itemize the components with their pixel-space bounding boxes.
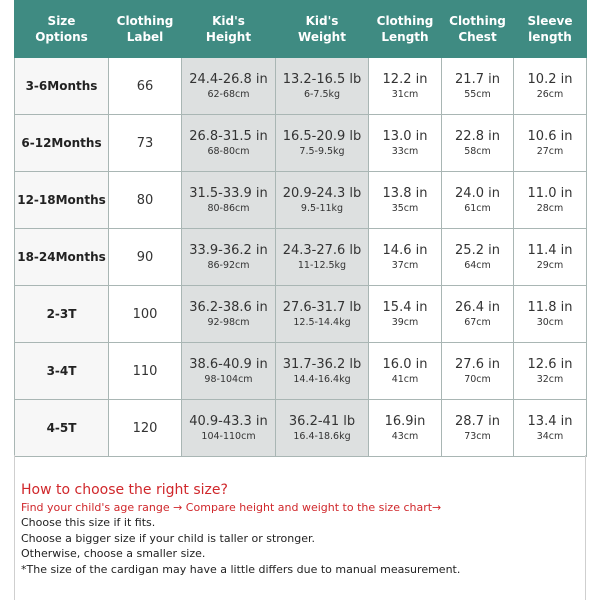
clothing-label-cell: 110 [109,343,182,400]
length-cell-cm: 37cm [391,259,419,271]
table-row [15,400,587,457]
size-option-cell: 4-5T [15,400,109,457]
height-cell [182,58,276,115]
length-cell-in: 15.4 in [382,299,428,315]
clothing-label-cell: 120 [109,400,182,457]
weight-cell-cm: 6-7.5kg [303,88,341,100]
size-option-cell: 18-24Months [15,229,109,286]
header-text: length [528,30,572,44]
height-cell-cm: 98-104cm [204,373,253,385]
height-cell-in: 26.8-31.5 in [189,128,268,144]
weight-cell-in: 31.7-36.2 lb [282,356,362,372]
sleeve-cell [514,286,587,343]
header-text: Sleeve [527,14,573,28]
header-kids-weight [276,1,369,58]
clothing-label-cell: 73 [109,115,182,172]
header-text: Size [47,14,76,28]
height-cell-cm: 62-68cm [207,88,250,100]
header-text: Weight [298,30,346,44]
sleeve-cell-cm: 32cm [536,373,564,385]
chest-cell-cm: 64cm [464,259,491,271]
height-cell [182,172,276,229]
height-cell-cm: 92-98cm [207,316,250,328]
weight-cell-cm: 14.4-16.4kg [293,373,351,385]
header-text: Height [205,30,252,44]
chest-cell [442,229,514,286]
chest-cell-cm: 67cm [464,316,491,328]
sleeve-cell [514,343,587,400]
clothing-label-cell: 90 [109,229,182,286]
notes-line: Choose this size if it fits. [21,516,156,529]
notes-line: Choose a bigger size if your child is taller or stronger. [21,531,315,545]
weight-cell-cm: 11-12.5kg [297,259,347,271]
chest-cell [442,172,514,229]
weight-cell [276,286,369,343]
sleeve-cell-in: 11.8 in [527,299,573,315]
weight-cell [276,172,369,229]
size-guide-notes [14,455,586,600]
chest-cell-cm: 58cm [464,145,491,157]
chest-cell-cm: 70cm [464,373,491,385]
header-text: Options [35,30,88,44]
sleeve-cell [514,400,587,457]
size-option-cell: 6-12Months [15,115,109,172]
clothing-label-cell: 100 [109,286,182,343]
chest-cell-in: 27.6 in [455,356,500,372]
notes-disclaimer: *The size of the cardigan may have a little differs due to manual measurement. [21,562,461,576]
height-cell-in: 31.5-33.9 in [189,185,268,201]
header-clothing-length [369,1,442,58]
header-text: Clothing [449,14,506,28]
header-kids-height [182,1,276,58]
height-cell-cm: 80-86cm [207,202,250,214]
height-cell [182,343,276,400]
length-cell [369,115,442,172]
length-cell-cm: 41cm [391,373,419,385]
clothing-label-cell: 66 [109,58,182,115]
sleeve-cell-cm: 26cm [536,88,564,100]
length-cell [369,229,442,286]
chest-cell-in: 26.4 in [455,299,500,315]
weight-cell-in: 16.5-20.9 lb [282,128,362,144]
sleeve-cell [514,229,587,286]
length-cell-cm: 43cm [391,430,419,442]
weight-cell-in: 20.9-24.3 lb [282,185,362,201]
weight-cell [276,229,369,286]
header-text: Kid's [212,14,245,28]
length-cell [369,58,442,115]
length-cell-in: 16.9in [384,413,426,429]
length-cell-cm: 31cm [391,88,419,100]
length-cell-in: 12.2 in [382,71,428,87]
table-row [15,172,587,229]
chest-cell [442,400,514,457]
height-cell [182,286,276,343]
sleeve-cell [514,115,587,172]
header-size-options [15,1,109,58]
chest-cell-in: 22.8 in [455,128,500,144]
size-option-cell: 12-18Months [15,172,109,229]
sleeve-cell-in: 12.6 in [527,356,573,372]
chest-cell-cm: 73cm [464,430,491,442]
header-text: Length [381,30,429,44]
weight-cell-in: 27.6-31.7 lb [282,299,362,315]
weight-cell [276,58,369,115]
weight-cell-cm: 16.4-18.6kg [293,430,351,442]
sleeve-cell-in: 11.4 in [527,242,573,258]
header-text: Label [126,30,164,44]
height-cell [182,400,276,457]
length-cell [369,286,442,343]
chest-cell [442,343,514,400]
header-text: Kid's [305,14,339,28]
height-cell-in: 36.2-38.6 in [189,299,268,315]
table-row [15,115,587,172]
chest-cell [442,286,514,343]
length-cell-in: 13.8 in [382,185,428,201]
table-row [15,286,587,343]
weight-cell-cm: 7.5-9.5kg [299,145,345,157]
sleeve-cell-cm: 27cm [536,145,564,157]
length-cell [369,172,442,229]
table-row [15,343,587,400]
height-cell [182,229,276,286]
weight-cell [276,343,369,400]
chest-cell-cm: 55cm [464,88,491,100]
chest-cell-in: 24.0 in [455,185,500,201]
chest-cell-in: 28.7 in [455,413,500,429]
height-cell-cm: 68-80cm [207,145,250,157]
weight-cell [276,115,369,172]
chest-cell-in: 21.7 in [455,71,500,87]
length-cell-cm: 39cm [391,316,419,328]
weight-cell-cm: 9.5-11kg [300,202,344,214]
chest-cell [442,115,514,172]
size-option-cell: 2-3T [15,286,109,343]
header-text: Chest [458,30,497,44]
sleeve-cell-in: 11.0 in [527,185,573,201]
notes-instruction: Find your child's age range → Compare height and weight to the size chart→ [21,501,442,514]
notes-title: How to choose the right size? [21,482,228,498]
chest-cell-in: 25.2 in [455,242,500,258]
weight-cell-in: 13.2-16.5 lb [282,71,362,87]
chest-cell [442,58,514,115]
sleeve-cell-in: 13.4 in [527,413,573,429]
length-cell-in: 13.0 in [382,128,428,144]
header-sleeve-length [514,1,587,58]
sleeve-cell [514,58,587,115]
sleeve-cell-cm: 30cm [536,316,564,328]
header-clothing-chest [442,1,514,58]
notes-line: Otherwise, choose a smaller size. [21,547,206,560]
height-cell-cm: 104-110cm [201,430,256,442]
length-cell-in: 16.0 in [382,356,428,372]
weight-cell-cm: 12.5-14.4kg [293,316,351,328]
length-cell-in: 14.6 in [382,242,428,258]
table-row [15,58,587,115]
height-cell [182,115,276,172]
header-row [15,1,587,58]
sleeve-cell-in: 10.6 in [527,128,573,144]
weight-cell-in: 24.3-27.6 lb [282,242,362,258]
height-cell-in: 24.4-26.8 in [189,71,268,87]
clothing-label-cell: 80 [109,172,182,229]
chest-cell-cm: 61cm [464,202,491,214]
size-option-cell: 3-4T [15,343,109,400]
sleeve-cell-cm: 34cm [536,430,564,442]
length-cell [369,400,442,457]
sleeve-cell [514,172,587,229]
header-clothing-label [109,1,182,58]
sleeve-cell-in: 10.2 in [527,71,573,87]
length-cell [369,343,442,400]
table-body [15,58,587,457]
length-cell-cm: 35cm [391,202,419,214]
size-chart-table [14,0,587,457]
sleeve-cell-cm: 29cm [536,259,564,271]
weight-cell [276,400,369,457]
header-text: Clothing [116,14,174,28]
weight-cell-in: 36.2-41 lb [288,413,356,429]
height-cell-cm: 86-92cm [207,259,250,271]
sleeve-cell-cm: 28cm [536,202,564,214]
table-row [15,229,587,286]
length-cell-cm: 33cm [391,145,419,157]
height-cell-in: 38.6-40.9 in [189,356,268,372]
height-cell-in: 40.9-43.3 in [189,413,268,429]
header-text: Clothing [376,14,434,28]
height-cell-in: 33.9-36.2 in [189,242,268,258]
size-option-cell: 3-6Months [15,58,109,115]
